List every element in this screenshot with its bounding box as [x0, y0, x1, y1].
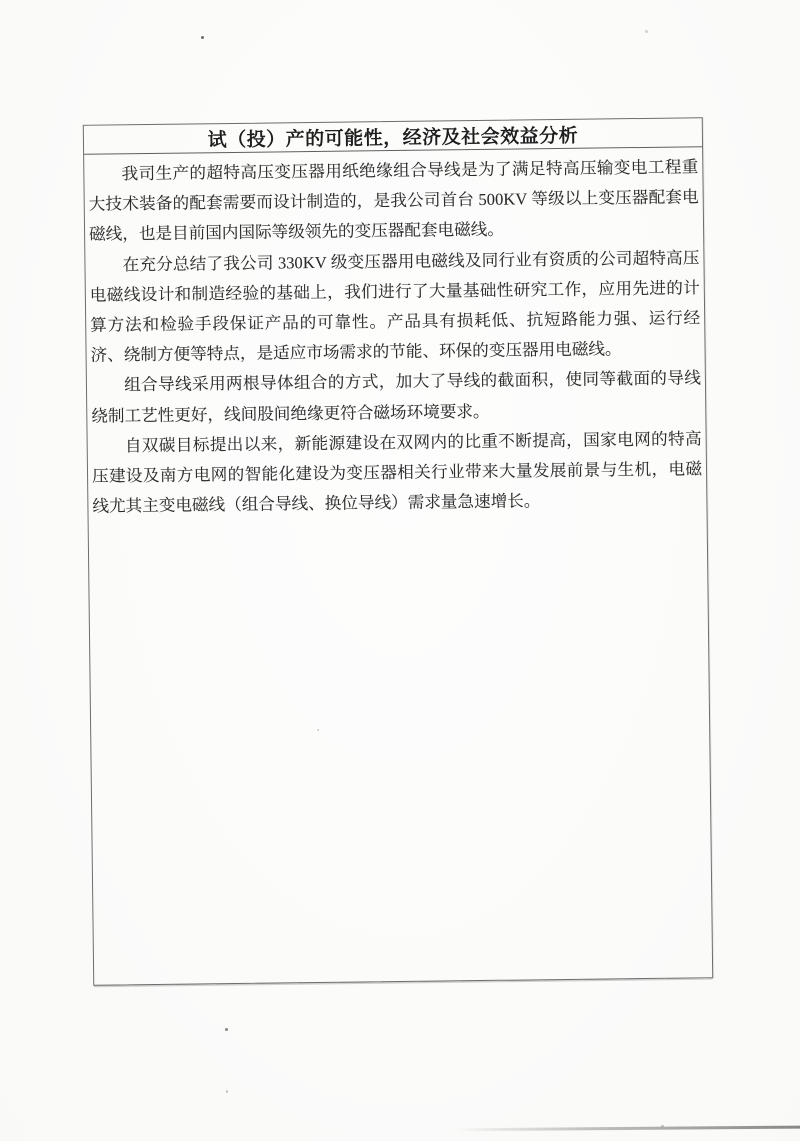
section-body — [84, 147, 706, 522]
scan-speck — [201, 36, 204, 39]
paper-edge-shadow — [452, 1126, 800, 1131]
scan-speck — [226, 1090, 228, 1093]
scan-speck — [317, 729, 319, 731]
body-paragraph: 自双碳目标提出以来，新能源建设在双网内的比重不断提高，国家电网的特高压建设及南方电网的智能化建设为变压器相关行业带来大量发展前景与生机，电磁线尤其主变电磁线（组合导线、换位导线）需求量急速增长。 — [91, 429, 703, 516]
body-paragraph: 组合导线采用两根导体组合的方式，加大了导线的截面积，使同等截面的导线绕制工艺性更好，线间股间绝缘更符合磁场环境要求。 — [91, 368, 702, 426]
scan-speck — [225, 1028, 228, 1031]
analysis-table — [83, 117, 713, 986]
section-title: 试（投）产的可能性，经济及社会效益分析 — [207, 125, 579, 151]
body-paragraph: 我司生产的超特高压变压器用纸绝缘组合导线是为了满足特高压输变电工程重大技术装备的配套需要而设计制造的，是我公司首台 500KV 等级以上变压器配套电磁线，也是目前国内国际等级领先的变压器配套电磁线。 — [88, 157, 699, 245]
body-paragraph: 在充分总结了我公司 330KV 级变压器用电磁线及同行业有资质的公司超特高压电磁线设计和制造经验的基础上，我们进行了大量基础性研究工作，应用先进的计算方法和检验手段保证产品的可靠性。产品具有损耗低、抗短路能力强、运行经济、绕制方便等特点，是适应市场需求的节能、环保的变压器用电磁线。 — [89, 247, 701, 365]
scan-speck — [645, 30, 648, 33]
